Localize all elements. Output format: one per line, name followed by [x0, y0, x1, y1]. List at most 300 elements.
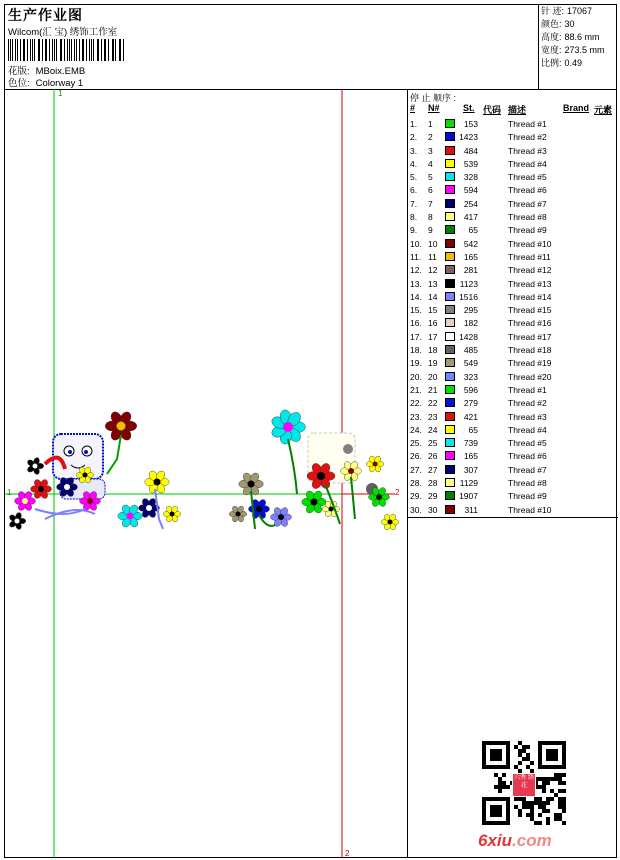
color-swatch — [445, 252, 455, 261]
worksheet-header — [5, 5, 616, 90]
flower-stem — [107, 435, 121, 474]
qr-module — [526, 805, 530, 809]
qr-module — [542, 781, 546, 785]
qr-module — [554, 777, 558, 781]
stat-stitches-value: 17067 — [567, 6, 593, 16]
stoplist-row — [408, 317, 618, 330]
color-swatch — [445, 305, 455, 314]
qr-module — [562, 797, 566, 801]
qr-module — [550, 797, 554, 801]
stoplist-row — [408, 291, 618, 304]
axis-label-v-bottom: 2 — [345, 849, 350, 858]
color-swatch — [445, 438, 455, 447]
flower-center — [376, 494, 382, 500]
cat-head — [53, 434, 103, 479]
row-description: Thread #4 — [508, 158, 547, 169]
stoplist-row — [408, 504, 618, 517]
row-description: Thread #6 — [508, 185, 547, 196]
row-index: 4. — [410, 158, 418, 169]
qr-module — [526, 813, 530, 817]
row-description: Thread #3 — [508, 411, 547, 422]
qr-module — [538, 821, 542, 825]
row-stitches: 539 — [463, 158, 478, 169]
qr-module — [498, 785, 502, 789]
row-number: 18 — [428, 345, 438, 356]
qr-module — [546, 821, 550, 825]
color-swatch — [445, 412, 455, 421]
color-swatch — [445, 478, 455, 487]
stat-width-value: 273.5 mm — [564, 45, 605, 55]
qr-module — [550, 777, 554, 781]
barcode-bar — [8, 39, 9, 61]
stat-colors-label: 颜色: — [541, 19, 562, 29]
qr-module — [554, 813, 558, 817]
barcode-bar — [27, 39, 28, 61]
row-number: 15 — [428, 305, 438, 316]
color-swatch — [445, 505, 455, 514]
qr-module — [518, 753, 522, 757]
col-header-brand: Brand — [563, 103, 590, 113]
stoplist-rows — [408, 118, 618, 517]
flower-center — [87, 498, 93, 504]
qr-module — [542, 801, 546, 805]
qr-module — [538, 805, 542, 809]
col-header-no: N# — [428, 103, 440, 113]
stoplist-row — [408, 331, 618, 344]
row-number: 28 — [428, 478, 438, 489]
color-swatch — [445, 372, 455, 381]
row-description: Thread #11 — [508, 251, 551, 262]
row-stitches: 307 — [463, 464, 478, 475]
row-stitches: 281 — [463, 265, 478, 276]
row-index: 29. — [410, 491, 422, 502]
cat-pupil — [84, 450, 88, 454]
row-description: Thread #14 — [508, 291, 552, 302]
row-number: 23 — [428, 411, 438, 422]
row-description: Thread #13 — [508, 278, 552, 289]
qr-module — [530, 761, 534, 765]
row-description: Thread #8 — [508, 478, 547, 489]
design-preview — [5, 89, 407, 858]
row-index: 7. — [410, 198, 418, 209]
qr-module — [514, 745, 518, 749]
qr-module — [518, 761, 522, 765]
qr-module — [514, 765, 518, 769]
qr-module — [554, 793, 558, 797]
flower-center — [283, 422, 293, 432]
stat-scale-value: 0.49 — [564, 58, 583, 68]
barcode-bar — [56, 39, 57, 61]
color-swatch — [445, 132, 455, 141]
pattern-value: MBoix.EMB — [35, 66, 86, 77]
row-index: 18. — [410, 345, 422, 356]
flower-center — [33, 464, 38, 469]
row-number: 16 — [428, 318, 438, 329]
qr-module — [542, 805, 546, 809]
qr-module — [558, 797, 562, 801]
color-swatch — [445, 199, 455, 208]
row-stitches: 1428 — [459, 331, 478, 342]
stat-colors — [539, 18, 619, 31]
row-stitches: 328 — [463, 172, 478, 183]
row-index: 8. — [410, 212, 418, 223]
color-swatch — [445, 292, 455, 301]
qr-module — [494, 785, 498, 789]
company-name: Wilcom(汇 宝) 绣饰工作室 — [8, 27, 118, 38]
qr-module — [490, 805, 502, 817]
qr-module — [562, 781, 566, 785]
color-swatch — [445, 345, 455, 354]
design-stats — [538, 5, 619, 89]
row-index: 2. — [410, 132, 418, 143]
flower-center — [388, 520, 393, 525]
row-number: 5 — [428, 172, 433, 183]
row-index: 26. — [410, 451, 422, 462]
row-stitches: 65 — [468, 424, 478, 435]
color-swatch — [445, 398, 455, 407]
row-description: Thread #7 — [508, 198, 547, 209]
qr-module — [546, 749, 558, 761]
qr-module — [554, 817, 558, 821]
stoplist-row — [408, 437, 618, 450]
barcode-bar — [115, 39, 116, 61]
row-index: 25. — [410, 438, 422, 449]
row-index: 1. — [410, 119, 418, 129]
barcode-bar — [86, 39, 87, 61]
qr-module — [518, 813, 522, 817]
row-number: 30 — [428, 504, 438, 515]
color-swatch — [445, 119, 455, 128]
barcode-bar — [17, 39, 18, 61]
flower-center — [278, 514, 284, 520]
qr-module — [522, 745, 526, 749]
row-index: 22. — [410, 398, 422, 409]
cat-pupil — [68, 450, 72, 454]
color-swatch — [445, 491, 455, 500]
color-swatch — [445, 146, 455, 155]
row-description: Thread #1 — [508, 384, 547, 395]
qr-module — [518, 809, 522, 813]
qr-module — [546, 797, 550, 801]
color-swatch — [445, 279, 455, 288]
row-number: 25 — [428, 438, 438, 449]
barcode-bar — [42, 39, 43, 61]
row-stitches: 596 — [463, 384, 478, 395]
row-stitches: 1907 — [459, 491, 478, 502]
qr-module — [502, 781, 506, 785]
stoplist-row — [408, 131, 618, 144]
qr-module — [546, 777, 550, 781]
qr-module — [558, 789, 562, 793]
row-index: 30. — [410, 504, 422, 515]
row-description: Thread #12 — [508, 265, 552, 276]
row-stitches: 254 — [463, 198, 478, 209]
qr-module — [542, 785, 546, 789]
qr-module — [518, 797, 522, 801]
col-header-stitches: St. — [463, 103, 475, 113]
colorway-value: Colorway 1 — [35, 78, 84, 89]
row-stitches: 1516 — [459, 291, 478, 302]
row-description: Thread #17 — [508, 331, 552, 342]
flower-center — [311, 499, 318, 506]
qr-module — [546, 781, 550, 785]
barcode-bar — [98, 39, 99, 61]
color-swatch — [445, 265, 455, 274]
watermark-name: 6xiu — [478, 831, 513, 850]
row-description: Thread #3 — [508, 145, 547, 156]
stat-width-label: 宽度: — [541, 45, 562, 55]
qr-module — [522, 757, 526, 761]
qr-module — [538, 785, 542, 789]
row-description: Thread #18 — [508, 345, 552, 356]
qr-module — [514, 805, 518, 809]
barcode-bar — [105, 39, 106, 61]
stoplist-row — [408, 224, 618, 237]
qr-module — [558, 773, 562, 777]
row-number: 1 — [428, 119, 433, 129]
row-stitches: 165 — [463, 251, 478, 262]
row-description: Thread #2 — [508, 398, 547, 409]
color-swatch — [445, 358, 455, 367]
stat-height — [539, 31, 619, 44]
barcode-bar — [64, 39, 65, 61]
stoplist-row — [408, 411, 618, 424]
row-number: 6 — [428, 185, 433, 196]
stat-height-value: 88.6 mm — [564, 32, 600, 42]
row-description: Thread #4 — [508, 424, 547, 435]
barcode-bar — [30, 39, 31, 61]
stoplist-row — [408, 171, 618, 184]
row-stitches: 165 — [463, 451, 478, 462]
flower-center — [38, 486, 44, 492]
qr-module — [562, 821, 566, 825]
color-swatch — [445, 385, 455, 394]
row-index: 3. — [410, 145, 418, 156]
row-number: 10 — [428, 238, 438, 249]
row-number: 2 — [428, 132, 433, 143]
row-index: 16. — [410, 318, 422, 329]
row-description: Thread #10 — [508, 504, 552, 515]
colorway-row — [8, 75, 83, 89]
row-description: Thread #16 — [508, 318, 552, 329]
flower-center — [373, 462, 378, 467]
stoplist-row — [408, 118, 618, 131]
stoplist-row — [408, 384, 618, 397]
qr-module — [530, 809, 534, 813]
row-index: 5. — [410, 172, 418, 183]
qr-module — [538, 813, 542, 817]
row-index: 6. — [410, 185, 418, 196]
cat2-eye — [343, 444, 353, 454]
axis-label-v-top: 1 — [58, 89, 63, 98]
row-number: 13 — [428, 278, 438, 289]
row-description: Thread #10 — [508, 238, 552, 249]
row-description: Thread #20 — [508, 371, 552, 382]
row-index: 15. — [410, 305, 422, 316]
qr-module — [562, 801, 566, 805]
row-index: 24. — [410, 424, 422, 435]
row-index: 28. — [410, 478, 422, 489]
stoplist-row — [408, 198, 618, 211]
row-stitches: 594 — [463, 185, 478, 196]
qr-module — [522, 805, 526, 809]
row-stitches: 1129 — [459, 478, 478, 489]
stoplist-row — [408, 211, 618, 224]
row-description: Thread #6 — [508, 451, 547, 462]
row-description: Thread #9 — [508, 491, 547, 502]
barcode-bar — [52, 39, 53, 61]
color-swatch — [445, 425, 455, 434]
row-stitches: 311 — [464, 504, 478, 515]
qr-module — [562, 809, 566, 813]
qr-module — [558, 817, 562, 821]
row-index: 13. — [410, 278, 422, 289]
row-stitches: 295 — [463, 305, 478, 316]
flower-center — [317, 472, 325, 480]
row-number: 14 — [428, 291, 438, 302]
barcode — [8, 39, 126, 61]
stoplist-header — [408, 103, 618, 116]
qr-module — [522, 801, 526, 805]
row-number: 9 — [428, 225, 433, 236]
qr-module — [562, 773, 566, 777]
qr-module — [558, 781, 562, 785]
stoplist-row — [408, 184, 618, 197]
axis-label-h-right: 2 — [395, 488, 400, 497]
qr-module — [530, 805, 534, 809]
stat-stitches — [539, 5, 619, 18]
row-stitches: 421 — [463, 411, 478, 422]
row-number: 3 — [428, 145, 433, 156]
qr-module — [542, 777, 546, 781]
flower-stem — [351, 477, 355, 519]
qr-module — [542, 809, 546, 813]
stoplist-row — [408, 278, 618, 291]
stoplist-row — [408, 251, 618, 264]
row-index: 17. — [410, 331, 422, 342]
watermark-tld: .com — [512, 831, 552, 850]
row-number: 8 — [428, 212, 433, 223]
row-index: 20. — [410, 371, 422, 382]
stoplist-row — [408, 238, 618, 251]
stoplist-row — [408, 344, 618, 357]
row-number: 19 — [428, 358, 438, 369]
col-header-index: # — [410, 103, 416, 113]
qr-module — [562, 789, 566, 793]
stoplist-row — [408, 450, 618, 463]
row-description: Thread #2 — [508, 132, 547, 143]
row-description: Thread #5 — [508, 438, 547, 449]
flower-center — [256, 506, 262, 512]
flower-center — [127, 513, 134, 520]
row-stitches: 65 — [468, 225, 478, 236]
stoplist-row — [408, 477, 618, 490]
qr-module — [526, 757, 530, 761]
qr-module — [518, 741, 522, 745]
qr-module — [538, 801, 542, 805]
color-swatch — [445, 225, 455, 234]
qr-module — [534, 801, 538, 805]
barcode-bar — [79, 39, 80, 61]
qr-module — [494, 773, 498, 777]
flower-center — [248, 481, 255, 488]
flower-center — [83, 473, 88, 478]
embroidery-motifs — [8, 409, 398, 531]
qr-module — [546, 801, 550, 805]
row-index: 21. — [410, 384, 422, 395]
row-stitches: 279 — [463, 398, 478, 409]
stoplist-row — [408, 464, 618, 477]
row-stitches: 182 — [463, 318, 478, 329]
color-swatch — [445, 451, 455, 460]
row-description: Thread #8 — [508, 212, 547, 223]
row-stitches: 1423 — [459, 132, 478, 143]
row-description: Thread #9 — [508, 225, 547, 236]
row-stitches: 323 — [463, 371, 478, 382]
qr-module — [526, 765, 530, 769]
row-index: 10. — [410, 238, 422, 249]
barcode-bar — [34, 39, 35, 61]
qr-module — [538, 797, 542, 801]
color-swatch — [445, 212, 455, 221]
row-description: Thread #1 — [508, 119, 547, 129]
row-description: Thread #5 — [508, 172, 547, 183]
stoplist-row — [408, 357, 618, 370]
flower-center — [154, 479, 161, 486]
qr-module — [534, 797, 538, 801]
stoplist-row — [408, 145, 618, 158]
flower-center — [329, 507, 334, 512]
row-index: 12. — [410, 265, 422, 276]
row-index: 11. — [410, 251, 422, 262]
row-number: 26 — [428, 451, 438, 462]
barcode-bar — [108, 39, 109, 61]
qr-module — [526, 801, 530, 805]
flower-center — [15, 519, 20, 524]
row-number: 4 — [428, 158, 433, 169]
row-index: 27. — [410, 464, 422, 475]
stoplist-row — [408, 371, 618, 384]
stat-scale-label: 比例: — [541, 58, 562, 68]
barcode-bar — [76, 39, 77, 61]
row-number: 22 — [428, 398, 438, 409]
flower-center — [64, 484, 70, 490]
color-swatch — [445, 318, 455, 327]
embroidery-preview — [5, 89, 407, 858]
colorway-label: 色位: — [8, 78, 30, 89]
row-stitches: 153 — [463, 119, 478, 129]
page-title: 生产作业图 — [8, 7, 83, 23]
row-index: 19. — [410, 358, 422, 369]
qr-module — [558, 777, 562, 781]
stoplist-row — [408, 490, 618, 503]
row-description: Thread #15 — [508, 305, 552, 316]
color-swatch — [445, 185, 455, 194]
barcode-bar — [123, 39, 124, 61]
qr-module — [534, 821, 538, 825]
barcode-bar — [93, 39, 94, 61]
flower-center — [236, 512, 241, 517]
row-description: Thread #7 — [508, 464, 547, 475]
qr-module — [538, 777, 542, 781]
flower-stem — [288, 439, 297, 494]
row-stitches: 417 — [463, 212, 478, 223]
qr-module — [530, 813, 534, 817]
row-number: 7 — [428, 198, 433, 209]
qr-module — [498, 789, 502, 793]
flower-center — [348, 468, 354, 474]
row-stitches: 542 — [463, 238, 478, 249]
